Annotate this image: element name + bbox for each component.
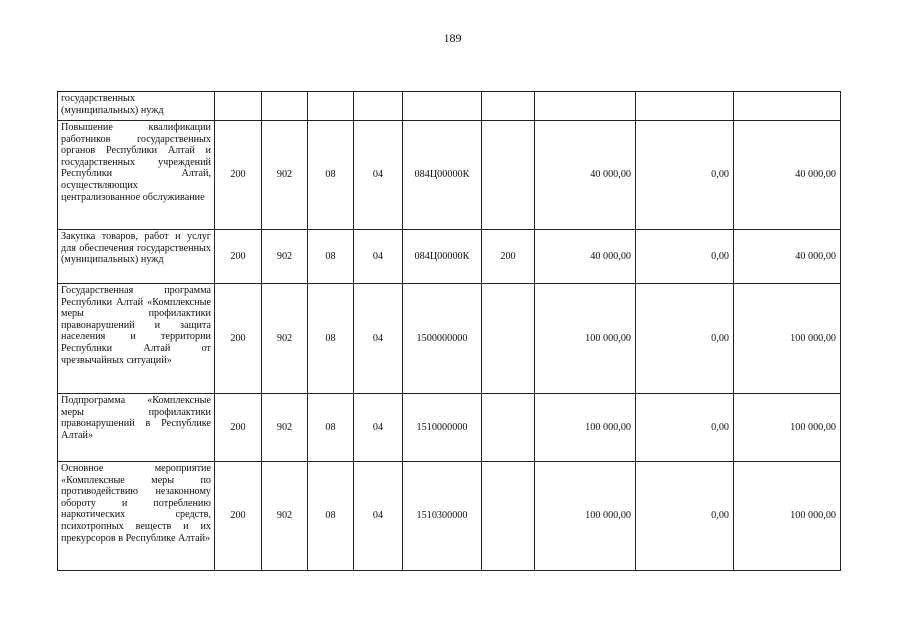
table-row xyxy=(58,230,841,284)
cell-code-3: 08 xyxy=(308,394,354,462)
table-row xyxy=(58,121,841,230)
cell-code-4: 04 xyxy=(354,462,403,571)
cell-amount-3: 40 000,00 xyxy=(734,230,841,284)
cell-code-5: 1510000000 xyxy=(403,394,482,462)
row-name: государственных (муниципальных) нужд xyxy=(58,92,215,121)
cell-amount-3: 40 000,00 xyxy=(734,121,841,230)
cell-amount-2: 0,00 xyxy=(636,230,734,284)
cell-code-5 xyxy=(403,92,482,121)
cell-amount-1 xyxy=(535,92,636,121)
page-number: 189 xyxy=(443,31,462,45)
cell-code-1: 200 xyxy=(215,230,262,284)
cell-code-5: 1500000000 xyxy=(403,284,482,394)
cell-code-5: 084Ц00000К xyxy=(403,121,482,230)
cell-amount-2: 0,00 xyxy=(636,394,734,462)
cell-code-3: 08 xyxy=(308,284,354,394)
row-name: Основное мероприятие «Комплексные меры по противодействию незаконному обороту и потреблению наркотических средств, психотропных веществ и их прекурсоров в Республике Алтай» xyxy=(58,462,215,571)
cell-code-3 xyxy=(308,92,354,121)
cell-amount-1: 100 000,00 xyxy=(535,462,636,571)
cell-amount-2 xyxy=(636,92,734,121)
cell-amount-2: 0,00 xyxy=(636,462,734,571)
cell-code-1 xyxy=(215,92,262,121)
cell-amount-2: 0,00 xyxy=(636,121,734,230)
cell-amount-1: 100 000,00 xyxy=(535,284,636,394)
table-row xyxy=(58,394,841,462)
cell-code-4: 04 xyxy=(354,394,403,462)
cell-code-6 xyxy=(482,121,535,230)
cell-code-1: 200 xyxy=(215,284,262,394)
budget-table xyxy=(57,91,841,571)
cell-code-4 xyxy=(354,92,403,121)
row-name: Повышение квалификации работников государственных органов Республики Алтай и государственных учреждений Республики Алтай, осуществляющих централизованное обслуживание xyxy=(58,121,215,230)
cell-amount-1: 40 000,00 xyxy=(535,230,636,284)
cell-code-6 xyxy=(482,92,535,121)
cell-amount-3: 100 000,00 xyxy=(734,394,841,462)
cell-amount-1: 100 000,00 xyxy=(535,394,636,462)
cell-code-6 xyxy=(482,462,535,571)
cell-amount-3: 100 000,00 xyxy=(734,284,841,394)
cell-code-3: 08 xyxy=(308,121,354,230)
cell-code-1: 200 xyxy=(215,121,262,230)
table-row xyxy=(58,284,841,394)
cell-amount-3: 100 000,00 xyxy=(734,462,841,571)
cell-code-1: 200 xyxy=(215,394,262,462)
table-row xyxy=(58,92,841,121)
table-row xyxy=(58,462,841,571)
row-name: Закупка товаров, работ и услуг для обеспечения государственных (муниципальных) нужд xyxy=(58,230,215,284)
cell-code-6 xyxy=(482,284,535,394)
cell-code-1: 200 xyxy=(215,462,262,571)
cell-code-3: 08 xyxy=(308,230,354,284)
cell-code-5: 084Ц00000К xyxy=(403,230,482,284)
row-name: Подпрограмма «Комплексные меры профилактики правонарушений в Республике Алтай» xyxy=(58,394,215,462)
cell-amount-1: 40 000,00 xyxy=(535,121,636,230)
cell-code-6: 200 xyxy=(482,230,535,284)
cell-code-2 xyxy=(262,92,308,121)
cell-code-5: 1510300000 xyxy=(403,462,482,571)
cell-code-4: 04 xyxy=(354,121,403,230)
row-name: Государственная программа Республики Алтай «Комплексные меры профилактики правонарушений и защита населения и территории Республики Алтай от чрезвычайных ситуаций» xyxy=(58,284,215,394)
cell-code-3: 08 xyxy=(308,462,354,571)
cell-code-2: 902 xyxy=(262,462,308,571)
cell-code-2: 902 xyxy=(262,394,308,462)
cell-code-2: 902 xyxy=(262,121,308,230)
cell-code-4: 04 xyxy=(354,284,403,394)
cell-code-2: 902 xyxy=(262,230,308,284)
cell-code-6 xyxy=(482,394,535,462)
cell-amount-2: 0,00 xyxy=(636,284,734,394)
cell-amount-3 xyxy=(734,92,841,121)
cell-code-4: 04 xyxy=(354,230,403,284)
cell-code-2: 902 xyxy=(262,284,308,394)
